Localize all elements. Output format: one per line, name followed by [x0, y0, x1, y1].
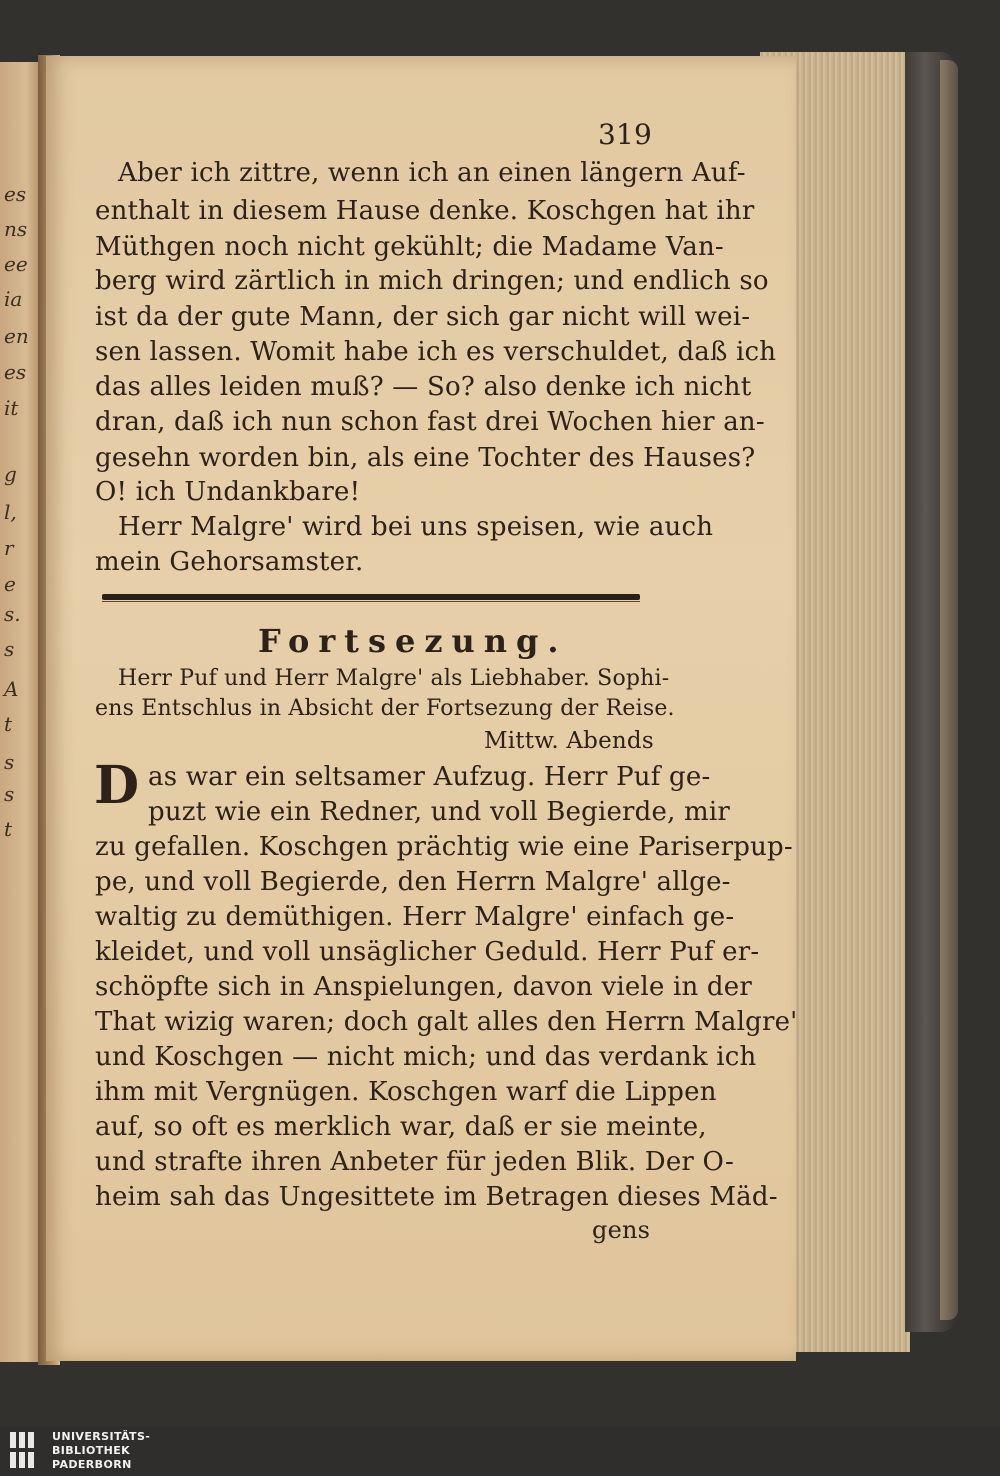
library-name-line: BIBLIOTHEK	[52, 1444, 131, 1457]
left-page-fragment: t	[4, 712, 13, 736]
chapter-summary-line: Herr Puf und Herr Malgre' als Liebhaber. Sophi-	[118, 666, 670, 691]
left-page-fragment: es	[4, 360, 27, 384]
text-line: heim sah das Ungesittete im Betragen dieses Mäd-	[95, 1182, 778, 1212]
library-name-line: UNIVERSITÄTS-	[52, 1430, 151, 1443]
text-line: Aber ich zittre, wenn ich an einen längern Auf-	[118, 158, 746, 188]
text-line: That wizig waren; doch galt alles den Herrn Malgre'	[95, 1007, 798, 1037]
text-line: Müthgen noch nicht gekühlt; die Madame Van-	[95, 232, 724, 262]
library-name-line: PADERBORN	[52, 1458, 132, 1471]
text-line: und strafte ihren Anbeter für jeden Blik. Der O-	[95, 1147, 734, 1177]
text-line: pe, und voll Begierde, den Herrn Malgre' allge-	[95, 867, 731, 897]
left-page-fragment: es	[4, 182, 27, 206]
cover-edge	[940, 60, 958, 1320]
text-line: O! ich Undankbare!	[95, 477, 361, 507]
text-line: das alles leiden muß? — So? also denke ich nicht	[95, 372, 752, 402]
text-line: waltig zu demüthigen. Herr Malgre' einfach ge-	[95, 902, 735, 932]
section-rule	[102, 594, 640, 600]
text-line: gesehn worden bin, als eine Tochter des Hauses?	[95, 443, 756, 473]
text-line: berg wird zärtlich in mich dringen; und endlich so	[95, 266, 769, 296]
chapter-summary-line: ens Entschlus in Absicht der Fortsezung der Reise.	[95, 696, 675, 721]
catchword: gens	[592, 1216, 651, 1244]
left-page-fragment: t	[4, 817, 13, 841]
text-line: mein Gehorsamster.	[95, 547, 364, 577]
text-line: kleidet, und voll unsäglicher Geduld. Herr Puf er-	[95, 937, 760, 967]
dateline: Mittw. Abends	[484, 728, 654, 754]
text-line: ist da der gute Mann, der sich gar nicht will wei-	[95, 302, 751, 332]
left-page-fragment: s	[4, 782, 15, 806]
left-page-fragment: g	[4, 462, 17, 486]
library-logo-icon	[8, 1430, 42, 1470]
left-page-fragment: it	[4, 396, 19, 420]
text-line: und Koschgen — nicht mich; und das verdank ich	[95, 1042, 757, 1072]
left-page-fragment: r	[4, 536, 14, 560]
page-number: 319	[598, 118, 653, 151]
left-page-fragment: ee	[4, 252, 28, 276]
drop-cap: D	[94, 755, 140, 816]
left-page-fragment: l,	[4, 500, 17, 524]
left-page-fragment: ns	[4, 217, 28, 241]
section-rule-thin	[102, 601, 640, 602]
text-line: puzt wie ein Redner, und voll Begierde, mir	[148, 797, 731, 827]
text-line: sen lassen. Womit habe ich es verschuldet, daß ich	[95, 337, 777, 367]
text-line: enthalt in diesem Hause denke. Koschgen hat ihr	[95, 196, 755, 226]
section-heading: Fortsezung.	[258, 622, 568, 660]
text-line: dran, daß ich nun schon fast drei Wochen hier an-	[95, 407, 765, 437]
left-page-fragment: s.	[4, 602, 21, 626]
left-page-fragment: s	[4, 750, 15, 774]
left-page-fragment: s	[4, 637, 15, 661]
left-page-fragment: e	[4, 572, 16, 596]
left-page-fragment: ia	[4, 287, 23, 311]
text-line: Herr Malgre' wird bei uns speisen, wie auch	[118, 512, 714, 542]
left-page-fragment: A	[4, 677, 19, 701]
text-line: as war ein seltsamer Aufzug. Herr Puf ge-	[148, 762, 711, 792]
text-line: schöpfte sich in Anspielungen, davon viele in der	[95, 972, 752, 1002]
text-line: ihm mit Vergnügen. Koschgen warf die Lippen	[95, 1077, 717, 1107]
text-line: auf, so oft es merklich war, daß er sie meinte,	[95, 1112, 707, 1142]
text-line: zu gefallen. Koschgen prächtig wie eine Pariserpup-	[95, 832, 793, 862]
left-page-fragment: en	[4, 324, 29, 348]
